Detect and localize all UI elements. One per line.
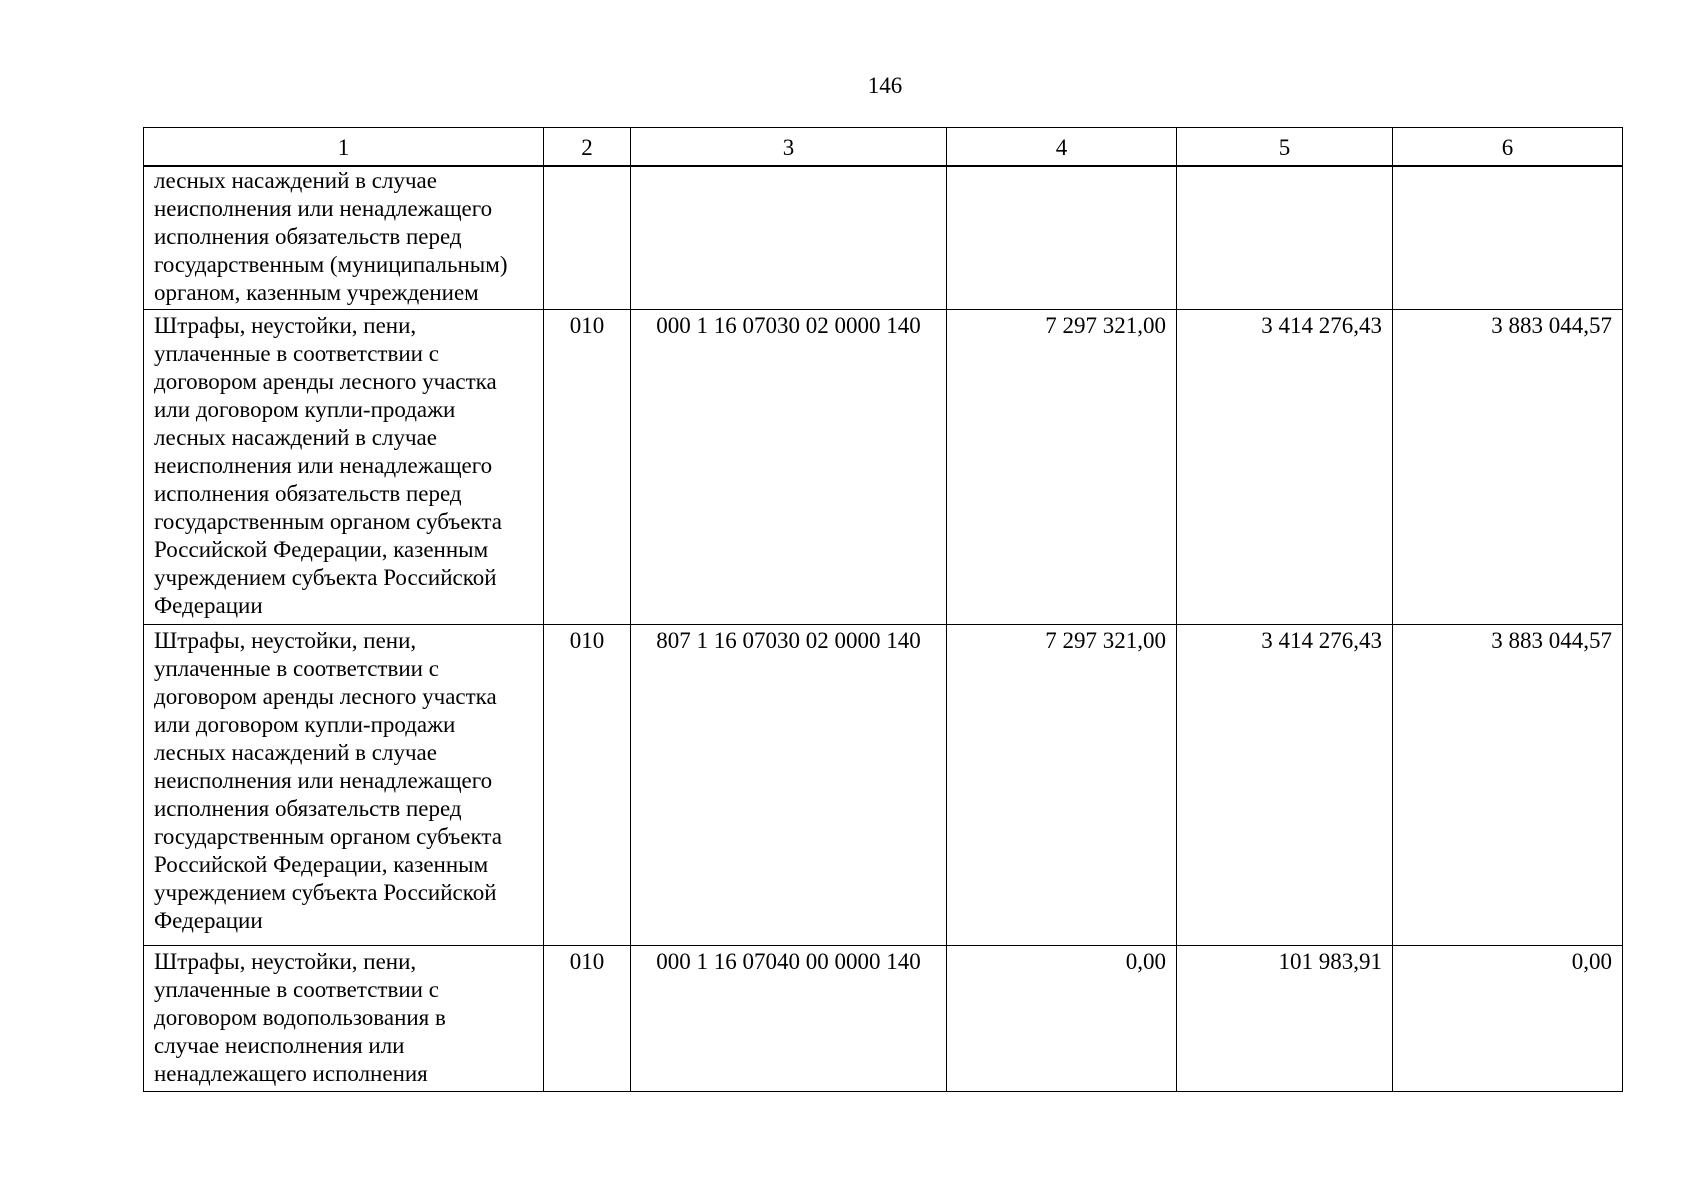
table-header (144, 128, 1623, 167)
row-value-col5: 101 983,91 (1177, 946, 1393, 1092)
description-line: неисполнения или ненадлежащего (154, 768, 493, 793)
row-budget-code: 000 1 16 07030 02 0000 140 (631, 310, 947, 625)
row-budget-code (631, 166, 947, 310)
row-description (144, 166, 544, 310)
row-value-col6 (1393, 166, 1623, 310)
description-line: лесных насаждений в случае (154, 740, 437, 765)
header-col-5: 5 (1177, 128, 1393, 167)
row-budget-code: 000 1 16 07040 00 0000 140 (631, 946, 947, 1092)
row-value-col6: 3 883 044,57 (1393, 310, 1623, 625)
row-value-col4: 7 297 321,00 (947, 310, 1177, 625)
row-value-col6: 0,00 (1393, 946, 1623, 1092)
description-line: Штрафы, неустойки, пени, (154, 313, 417, 338)
budget-table (143, 127, 1623, 1092)
description-line: Штрафы, неустойки, пени, (154, 949, 417, 974)
description-line: уплаченные в соответствии с (154, 977, 439, 1002)
row-value-col4 (947, 166, 1177, 310)
row-value-col5: 3 414 276,43 (1177, 310, 1393, 625)
description-line: случае неисполнения или (154, 1033, 405, 1058)
description-line: органом, казенным учреждением (154, 280, 479, 305)
page-number: 146 (867, 73, 903, 98)
description-line: государственным (муниципальным) (154, 252, 508, 277)
row-description (144, 310, 544, 625)
description-line: уплаченные в соответствии с (154, 341, 439, 366)
description-line: Российской Федерации, казенным (154, 852, 489, 877)
description-line: или договором купли-продажи (154, 712, 456, 737)
description-line: лесных насаждений в случае (154, 425, 437, 450)
table-row (144, 625, 1623, 946)
table-row (144, 946, 1623, 1092)
header-col-3: 3 (631, 128, 947, 167)
header-col-1: 1 (144, 128, 544, 167)
description-line: Российской Федерации, казенным (154, 537, 489, 562)
description-line: Федерации (154, 908, 263, 933)
description-line: уплаченные в соответствии с (154, 656, 439, 681)
row-budget-code: 807 1 16 07030 02 0000 140 (631, 625, 947, 946)
row-value-col5: 3 414 276,43 (1177, 625, 1393, 946)
description-line: договором аренды лесного участка (154, 369, 497, 394)
description-line: Штрафы, неустойки, пени, (154, 628, 417, 653)
table-row (144, 166, 1623, 310)
header-col-6: 6 (1393, 128, 1623, 167)
table-row (144, 310, 1623, 625)
row-value-col5 (1177, 166, 1393, 310)
row-line-code: 010 (544, 946, 631, 1092)
description-line: лесных насаждений в случае (154, 168, 437, 193)
header-col-4: 4 (947, 128, 1177, 167)
description-line: Федерации (154, 593, 263, 618)
row-value-col4: 0,00 (947, 946, 1177, 1092)
description-line: или договором купли-продажи (154, 397, 456, 422)
row-description (144, 625, 544, 946)
description-line: исполнения обязательств перед (154, 481, 462, 506)
description-line: государственным органом субъекта (154, 824, 502, 849)
row-line-code: 010 (544, 310, 631, 625)
header-col-2: 2 (544, 128, 631, 167)
description-line: государственным органом субъекта (154, 509, 502, 534)
description-line: договором водопользования в (154, 1005, 446, 1030)
row-value-col4: 7 297 321,00 (947, 625, 1177, 946)
description-line: неисполнения или ненадлежащего (154, 453, 493, 478)
row-description (144, 946, 544, 1092)
description-line: исполнения обязательств перед (154, 224, 462, 249)
description-line: учреждением субъекта Российской (154, 880, 497, 905)
description-line: договором аренды лесного участка (154, 684, 497, 709)
table-body (144, 166, 1623, 1092)
description-line: ненадлежащего исполнения (154, 1061, 428, 1086)
description-line: исполнения обязательств перед (154, 796, 462, 821)
description-line: неисполнения или ненадлежащего (154, 196, 493, 221)
row-value-col6: 3 883 044,57 (1393, 625, 1623, 946)
description-line: учреждением субъекта Российской (154, 565, 497, 590)
row-line-code (544, 166, 631, 310)
row-line-code: 010 (544, 625, 631, 946)
header-row (144, 128, 1623, 167)
